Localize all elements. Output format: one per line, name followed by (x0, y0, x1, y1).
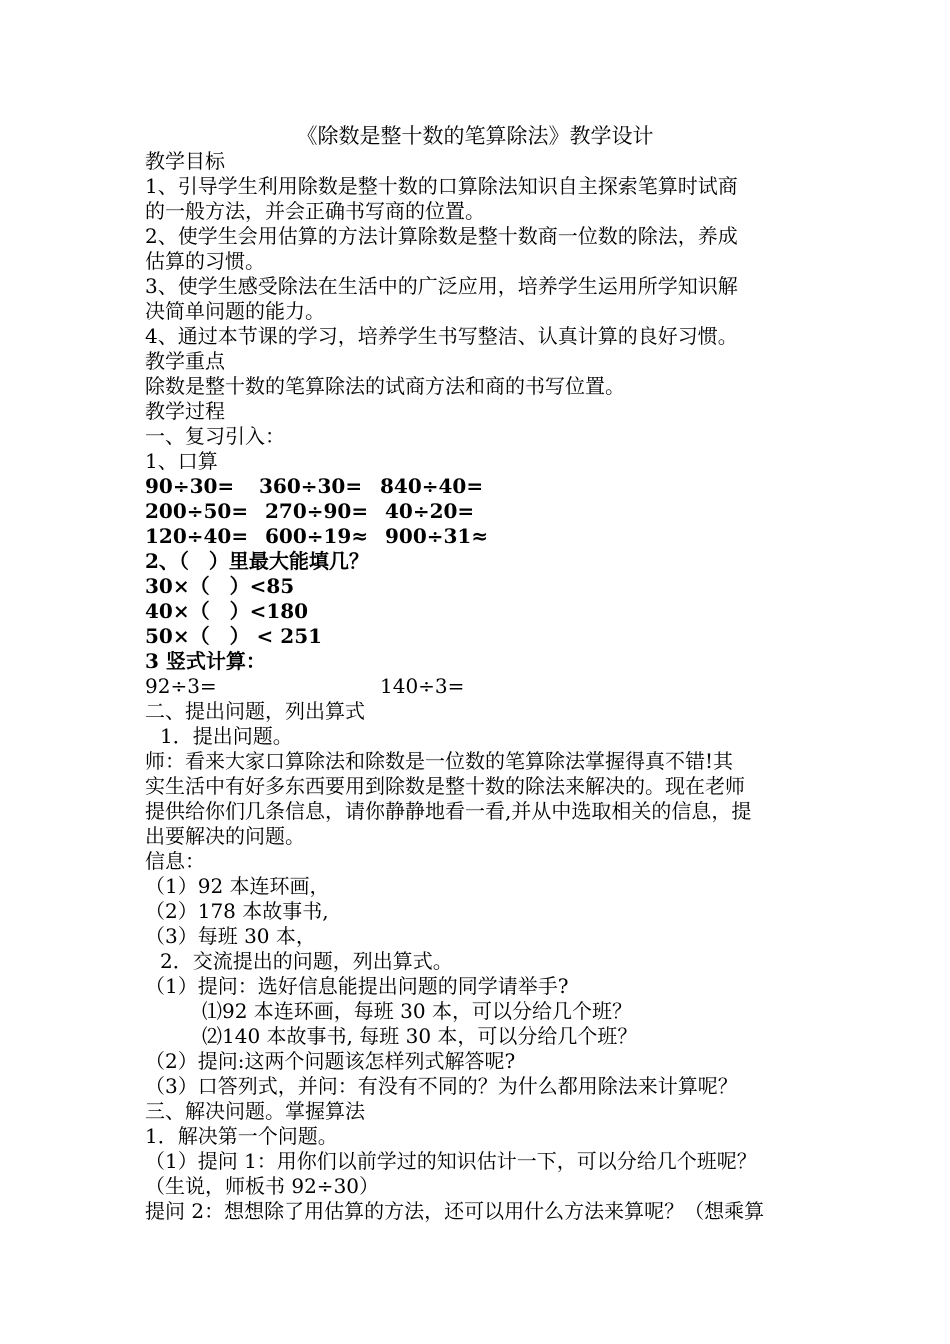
oral-problem: 900÷31≈ (385, 524, 489, 548)
oral-row-3 (145, 523, 545, 549)
info-item-1: （1）92 本连环画， (145, 874, 330, 898)
document-title: 《除数是整十数的笔算除法》教学设计 (296, 124, 654, 148)
info-heading: 信息： (145, 849, 205, 873)
teacher-line-2: 实生活中有好多东西要用到除数是整十数的除法来解决的。现在老师 (145, 774, 745, 798)
fill-blank-heading: 2、（ ）里最大能填几？ (145, 549, 369, 573)
goal-2-line-1: 2、使学生会用估算的方法计算除数是整十数商一位数的除法，养成 (145, 224, 738, 248)
process-heading: 教学过程 (145, 399, 225, 423)
vertical-calc-heading: 3 竖式计算： (145, 649, 266, 673)
goal-1-line-1: 1、引导学生利用除数是整十数的口算除法知识自主探索笔算时试商 (145, 174, 738, 198)
section-2-step-2: 2．交流提出的问题，列出算式。 (160, 949, 453, 973)
oral-problem: 40÷20= (385, 499, 475, 523)
question-2: （2）提问:这两个问题该怎样列式解答呢? (145, 1049, 516, 1073)
section-3-question-1: （1）提问 1：用你们以前学过的知识估计一下，可以分给几个班呢？ (145, 1149, 757, 1173)
oral-problem: 90÷30= (145, 474, 235, 498)
goal-2-line-2: 估算的习惯。 (145, 249, 265, 273)
oral-problem: 600÷19≈ (265, 524, 369, 548)
oral-problem: 120÷40= (145, 524, 249, 548)
section-3-heading: 三、解决问题。掌握算法 (145, 1099, 365, 1123)
goal-4: 4、通过本节课的学习，培养学生书写整洁、认真计算的良好习惯。 (145, 324, 738, 348)
teacher-line-1: 师：看来大家口算除法和除数是一位数的笔算除法掌握得真不错!其 (145, 749, 734, 773)
oral-problem: 270÷90= (265, 499, 369, 523)
teacher-line-4: 出要解决的问题。 (145, 824, 305, 848)
section-2-step-1: 1．提出问题。 (160, 724, 293, 748)
vertical-calc-row (145, 673, 545, 699)
section-1-heading: 一、复习引入： (145, 424, 285, 448)
section-3-step-1: 1．解决第一个问题。 (145, 1124, 338, 1148)
vertical-problem: 92÷3= (145, 674, 217, 698)
question-1b: ⑵140 本故事书, 每班 30 本，可以分给几个班？ (202, 1024, 638, 1048)
question-3: （3）口答列式，并问：有没有不同的？为什么都用除法来计算呢？ (145, 1074, 738, 1098)
fill-blank-2: 40×（ ）<180 (145, 599, 309, 623)
oral-calc-heading: 1、口算 (145, 449, 218, 473)
info-item-3: （3）每班 30 本， (145, 924, 316, 948)
goal-1-line-2: 的一般方法，并会正确书写商的位置。 (145, 199, 485, 223)
oral-problem: 200÷50= (145, 499, 249, 523)
key-points-heading: 教学重点 (145, 349, 225, 373)
oral-problem: 360÷30= (259, 474, 363, 498)
oral-problem: 840÷40= (380, 474, 484, 498)
section-3-question-2: 提问 2：想想除了用估算的方法，还可以用什么方法来算呢？（想乘算 (145, 1199, 765, 1223)
goals-heading: 教学目标 (145, 149, 225, 173)
fill-blank-1: 30×（ ）<85 (145, 574, 295, 598)
section-2-heading: 二、提出问题，列出算式 (145, 699, 365, 723)
question-1a: ⑴92 本连环画，每班 30 本，可以分给几个班？ (202, 999, 632, 1023)
key-points-text: 除数是整十数的笔算除法的试商方法和商的书写位置。 (145, 374, 625, 398)
question-1: （1）提问：选好信息能提出问题的同学请举手? (145, 974, 569, 998)
section-3-note: （生说，师板书 92÷30） (145, 1174, 380, 1198)
fill-blank-3: 50×（ ） < 251 (145, 624, 323, 648)
teacher-line-3: 提供给你们几条信息，请你静静地看一看,并从中选取相关的信息，提 (145, 799, 752, 823)
goal-3-line-1: 3、使学生感受除法在生活中的广泛应用，培养学生运用所学知识解 (145, 274, 738, 298)
info-item-2: （2）178 本故事书, (145, 899, 329, 923)
goal-3-line-2: 决简单问题的能力。 (145, 299, 325, 323)
vertical-problem: 140÷3= (380, 674, 465, 698)
oral-row-1 (145, 473, 545, 499)
oral-row-2 (145, 498, 545, 524)
